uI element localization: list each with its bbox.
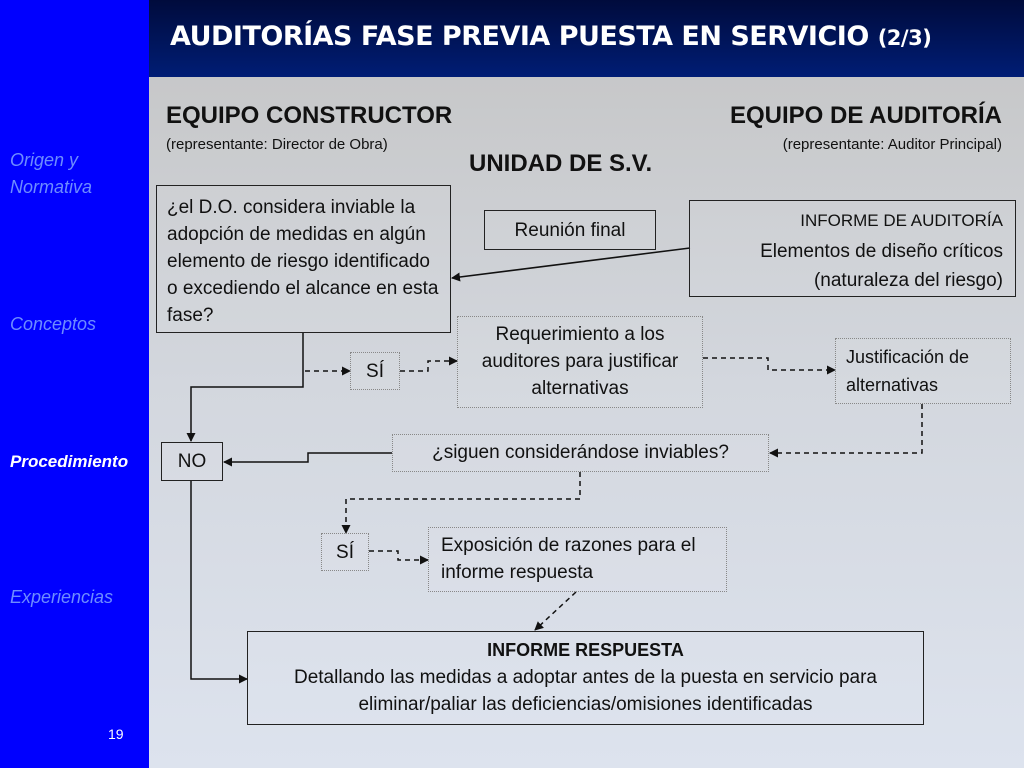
arrow-exposicion-to-respuesta — [535, 592, 576, 630]
siguen-box: ¿siguen considerándose inviables? — [392, 434, 769, 472]
arrow-requerimiento-to-justificacion — [703, 358, 835, 370]
arrow-si-to-requerimiento — [400, 361, 457, 371]
auditoria-note: (representante: Auditor Principal) — [782, 136, 1002, 153]
arrow-si-to-exposicion — [369, 551, 428, 560]
requerimiento-box: Requerimiento a los auditores para justificar alternativas — [457, 316, 703, 408]
arrow-justificacion-to-siguen — [770, 404, 922, 453]
arrow-siguen-to-si — [346, 472, 580, 533]
title-main: AUDITORÍAS FASE PREVIA PUESTA EN SERVICIO — [170, 21, 869, 52]
informe-respuesta-body: Detallando las medidas a adoptar antes de la puesta en servicio para eliminar/paliar las deficiencias/omisiones identificadas — [293, 667, 878, 715]
informe-auditoria-body: Elementos de diseño críticos (naturaleza del riesgo) — [760, 241, 1003, 291]
informe-auditoria-box — [689, 200, 1016, 297]
informe-respuesta-title: INFORME RESPUESTA — [487, 640, 684, 660]
question-box: ¿el D.O. considera inviable la adopción de medidas en algún elemento de riesgo identificado o excediendo el alcance en esta fase? — [156, 185, 451, 333]
justificacion-box: Justificación de alternativas — [835, 338, 1011, 404]
reunion-final-box: Reunión final — [484, 210, 656, 250]
sidebar-item-procedimiento[interactable]: Procedimiento — [10, 452, 129, 471]
no-box: NO — [161, 442, 223, 481]
constructor-heading: EQUIPO CONSTRUCTOR — [166, 102, 453, 129]
sidebar-item-conceptos[interactable]: Conceptos — [10, 314, 97, 334]
arrow-no-to-respuesta — [191, 481, 247, 679]
sidebar-item-experiencias[interactable]: Experiencias — [10, 587, 114, 607]
si-box-1: SÍ — [350, 352, 400, 390]
arrow-informe-to-question — [452, 248, 690, 278]
informe-respuesta-box — [247, 631, 924, 725]
arrow-siguen-to-no — [224, 453, 392, 462]
constructor-note: (representante: Director de Obra) — [166, 136, 388, 153]
si-box-2: SÍ — [321, 533, 369, 571]
auditoria-heading: EQUIPO DE AUDITORÍA — [729, 102, 1002, 129]
sidebar-item-origen-normativa[interactable]: Origen y Normativa — [10, 150, 93, 197]
unidad-heading: UNIDAD DE S.V. — [469, 150, 653, 177]
informe-auditoria-title: INFORME DE AUDITORÍA — [800, 211, 1003, 230]
exposicion-box: Exposición de razones para el informe respuesta — [428, 527, 727, 592]
page-number: 19 — [108, 726, 124, 742]
title-suffix: (2/3) — [877, 26, 932, 50]
arrow-question-to-no — [191, 333, 303, 441]
